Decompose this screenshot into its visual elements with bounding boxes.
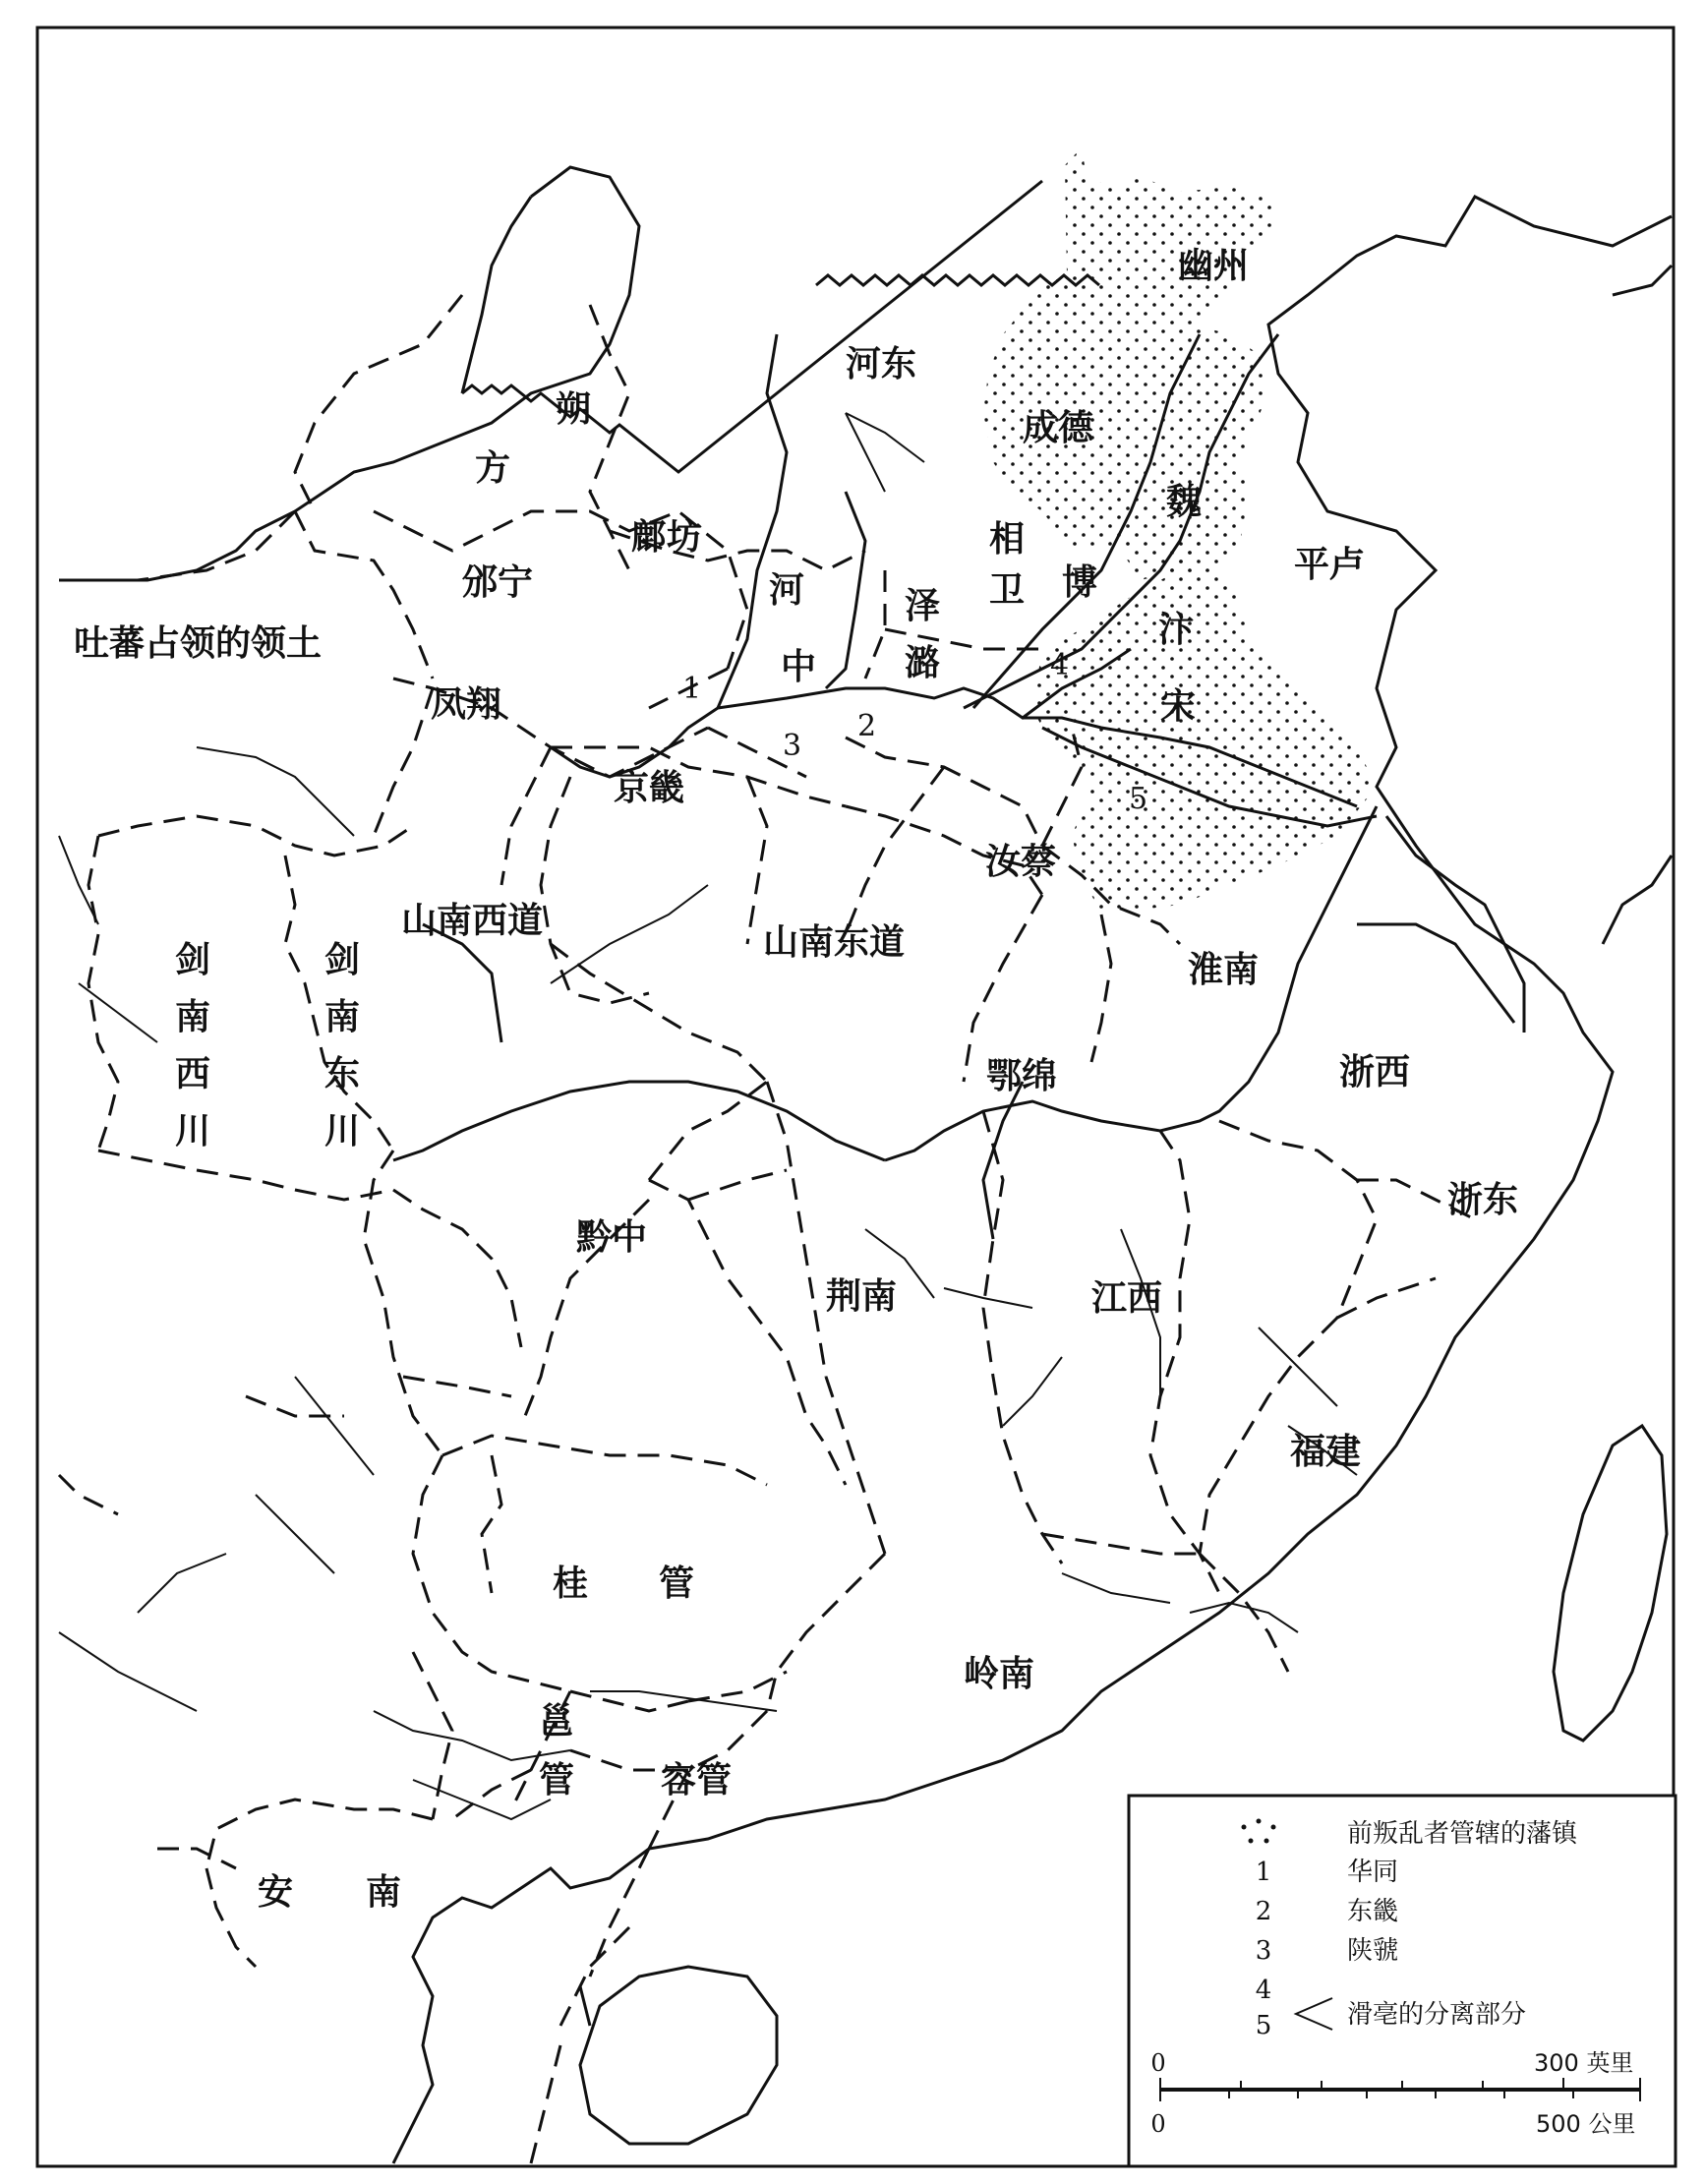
label-hezhong-2: 中 [781,647,817,687]
label-bo: 博 [1062,562,1098,603]
label-jiannanxichuan-1: 剑 [175,940,211,980]
label-hezhong-1: 河 [769,570,805,611]
label-rucai: 汝蔡 [985,842,1057,882]
label-shannandongdao: 山南东道 [763,922,906,963]
legend-item3-label: 陕虢 [1347,1936,1399,1966]
label-pinglu: 平卢 [1294,545,1366,585]
legend-item4-num: 4 [1255,1976,1272,2005]
scale-zero-bottom: 0 [1150,2110,1166,2138]
taiwan-island [1554,1426,1667,1741]
label-annan-1: 安 [258,1872,294,1913]
label-guiguan-1: 桂 [553,1564,589,1604]
legend-item45-label: 滑亳的分离部分 [1347,2000,1527,2030]
label-fangning: 邠宁 [462,562,534,603]
label-zelu-1: 泽 [905,586,941,626]
label-emian: 鄂绵 [986,1056,1058,1096]
label-annan-2: 南 [366,1872,402,1913]
number-label-2: 2 [857,709,877,743]
label-xiangwei-1: 相 [989,519,1026,560]
label-jiannanxichuan-2: 南 [175,997,211,1037]
label-zhedong: 浙东 [1447,1180,1519,1220]
label-yongguan-2: 管 [539,1760,575,1800]
label-wei: 魏 [1166,482,1203,522]
label-jingji: 京畿 [614,768,685,808]
region-labels [74,246,1518,1913]
label-chengde: 成德 [1023,408,1094,448]
label-tubo: 吐蕃占领的领土 [74,623,323,664]
label-qianzhong: 黔中 [576,1217,648,1258]
number-label-5: 5 [1129,782,1148,816]
label-xiangwei-2: 卫 [989,570,1026,611]
label-shannanxidao: 山南西道 [401,901,544,941]
legend-item3-num: 3 [1255,1936,1272,1966]
scale-top-value: 300 英里 [1534,2049,1634,2077]
label-guiguan-2: 管 [659,1564,695,1604]
legend-box [1129,1796,1676,2166]
legend-dotted-label: 前叛乱者管辖的藩镇 [1347,1819,1578,1849]
number-label-1: 1 [682,672,702,706]
label-fujian: 福建 [1290,1432,1362,1472]
solid-boundaries [59,167,1524,2026]
label-youzhou: 幽州 [1178,246,1250,286]
label-jiannandongchuan-1: 剑 [324,940,361,980]
legend-item2-num: 2 [1255,1897,1272,1926]
legend-item1-num: 1 [1255,1858,1272,1887]
label-jiannandongchuan-3: 东 [324,1054,361,1094]
label-jiannanxichuan-4: 川 [175,1111,211,1151]
label-hedong: 河东 [846,344,917,384]
scale-bottom-value: 500 公里 [1536,2110,1636,2138]
label-jingnan: 荆南 [826,1276,898,1317]
label-rongguan: 容管 [661,1760,733,1800]
label-jiannandongchuan-4: 川 [324,1111,361,1151]
legend-item2-label: 东畿 [1347,1897,1399,1926]
number-label-3: 3 [783,729,802,763]
label-fengxiang: 凤翔 [431,684,502,725]
number-label-4: 4 [1050,648,1070,682]
label-fufang: 鄜坊 [631,517,703,558]
label-biansong-1: 汴 [1158,610,1195,650]
label-lingnan: 岭南 [964,1654,1035,1694]
legend-item1-label: 华同 [1347,1858,1399,1887]
label-biansong-2: 宋 [1160,686,1197,727]
label-zhexi: 浙西 [1339,1052,1411,1092]
label-jiannandongchuan-2: 南 [324,997,361,1037]
label-shuofang-1: 朔 [556,389,592,430]
hainan-island [580,1967,777,2144]
label-zelu-2: 潞 [905,643,941,683]
label-huainan: 淮南 [1188,950,1260,990]
label-jiannanxichuan-3: 西 [175,1054,211,1094]
label-yongguan-1: 邕 [539,1701,575,1741]
label-jiangxi: 江西 [1091,1278,1163,1319]
scale-zero-top: 0 [1150,2049,1166,2077]
legend-item5-num: 5 [1255,2011,1272,2040]
label-shuofang-2: 方 [475,448,511,489]
